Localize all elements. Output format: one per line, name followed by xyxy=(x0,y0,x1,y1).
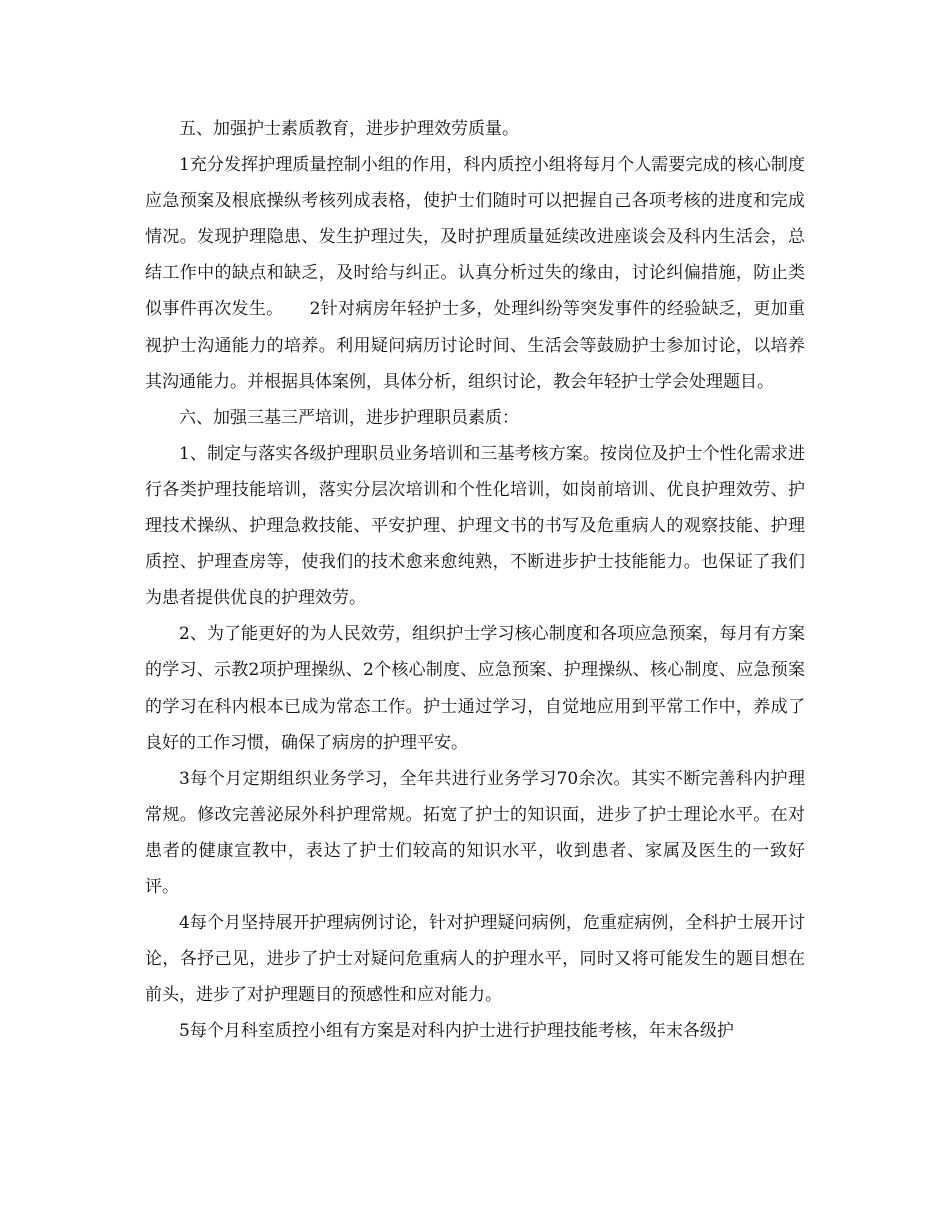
paragraph-case-discussion: 4每个月坚持展开护理病例讨论，针对护理疑问病例，危重症病例，全科护士展开讨论，各抒己见，进步了护士对疑问危重病人的护理水平，同时又将可能发生的题目想在前头，进步了对护理题目的预感性和应对能力。 xyxy=(145,913,805,1006)
paragraph-monthly-study: 3每个月定期组织业务学习，全年共进行业务学习70余次。其实不断完善科内护理常规。修改完善泌尿外科护理常规。拓宽了护士的知识面，进步了护士理论水平。在对患者的健康宣教中，表达了护士们较高的知识水平，收到患者、家属及医生的一致好评。 xyxy=(145,768,805,897)
section-heading-five: 五、加强护士素质教育，进步护理效劳质量。 xyxy=(179,119,519,139)
document-body xyxy=(145,111,805,1049)
paragraph-quality-control: 1充分发挥护理质量控制小组的作用，科内质控小组将每月个人需要完成的核心制度应急预案及根底操纵考核列成表格，使护士们随时可以把握自己各项考核的进度和完成情况。发现护理隐患、发生护理过失，及时护理质量延续改进座谈会及科内生活会，总结工作中的缺点和缺乏，及时给与纠正。认真分析过失的缘由，讨论纠偏措施，防止类似事件再次发生。 2针对病房年轻护士多，处理纠纷等突发事件的经验缺乏，更加重视护士沟通能力的培养。利用疑问病历讨论时间、生活会等鼓励护士参加讨论，以培养其沟通能力。并根据具体案例，具体分析，组织讨论，教会年轻护士学会处理题目。 xyxy=(145,155,805,392)
paragraph-skill-assessment: 5每个月科室质控小组有方案是对科内护士进行护理技能考核，年末各级护 xyxy=(179,1021,734,1042)
paragraph-core-system-study: 2、为了能更好的为人民效劳，组织护士学习核心制度和各项应急预案，每月有方案的学习、示教2项护理操纵、2个核心制度、应急预案、护理操纵、核心制度、应急预案的学习在科内根本已成为常态工作。护士通过学习，自觉地应用到平常工作中，养成了良好的工作习惯，确保了病房的护理平安。 xyxy=(145,624,805,753)
section-heading-six: 六、加强三基三严培训，进步护理职员素质： xyxy=(179,407,519,428)
paragraph-training-plan: 1、制定与落实各级护理职员业务培训和三基考核方案。按岗位及护士个性化需求进行各类护理技能培训，落实分层次培训和个性化培训，如岗前培训、优良护理效劳、护理技术操纵、护理急救技能、平安护理、护理文书的书写及危重病人的观察技能、护理质控、护理查房等，使我们的技术愈来愈纯熟，不断进步护士技能能力。也保证了我们为患者提供优良的护理效劳。 xyxy=(145,443,805,609)
